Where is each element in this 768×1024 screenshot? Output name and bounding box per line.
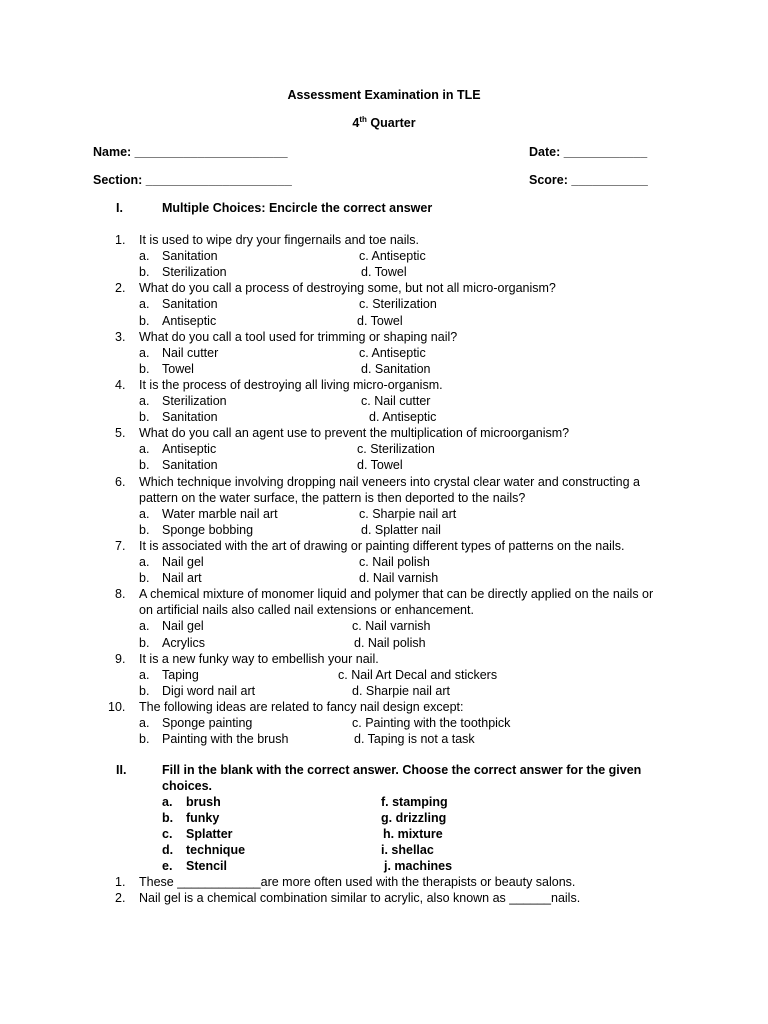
option-text: Nail cutter <box>162 345 219 360</box>
option-text: Nail gel <box>162 555 204 569</box>
choice-text: Stencil <box>186 859 227 874</box>
option-letter: b. <box>139 458 150 473</box>
option-text: c. Antiseptic <box>359 345 426 360</box>
option-text: Sponge painting <box>162 716 253 730</box>
part2-heading-line2: choices. <box>162 779 213 793</box>
section-field[interactable]: Section: _____________________ <box>93 173 292 187</box>
choice-text: funky <box>186 811 220 826</box>
option-text: Sanitation <box>162 458 218 473</box>
option-letter: a. <box>139 555 150 569</box>
question-number: 3. <box>115 329 126 344</box>
option-text: c. Sterilization <box>359 297 437 312</box>
option-text: d. Nail varnish <box>359 571 439 586</box>
option-letter: b. <box>139 522 150 537</box>
option-text: d. Nail polish <box>354 635 426 650</box>
option-text: d. Sharpie nail art <box>352 683 450 698</box>
question-text: The following ideas are related to fancy nail design except: <box>139 699 464 714</box>
option-text: Sanitation <box>162 297 218 312</box>
option-text: d. Towel <box>361 265 407 280</box>
option-letter: b. <box>139 571 150 586</box>
option-text: c. Nail cutter <box>361 394 431 408</box>
date-field[interactable]: Date: ____________ <box>529 145 648 159</box>
option-text: Sanitation <box>162 249 218 264</box>
option-letter: b. <box>139 361 150 376</box>
choice-letter: c. <box>162 827 173 842</box>
option-text: c. Sharpie nail art <box>359 506 457 521</box>
fill-item-text: Nail gel is a chemical combination similar to acrylic, also known as ______nails. <box>139 891 581 906</box>
score-field[interactable]: Score: ___________ <box>529 173 648 187</box>
option-text: c. Nail varnish <box>352 619 431 634</box>
option-text: Sanitation <box>162 410 218 425</box>
option-letter: a. <box>139 619 150 634</box>
quarter-suffix: th <box>359 114 367 124</box>
choice-letter: a. <box>162 795 173 809</box>
option-text: d. Towel <box>357 458 403 473</box>
option-text: Taping <box>162 667 199 682</box>
question-text: It is used to wipe dry your fingernails and toe nails. <box>139 233 420 247</box>
question-number: 6. <box>115 474 126 489</box>
question-number: 5. <box>115 426 126 441</box>
option-letter: b. <box>139 683 150 698</box>
question-number: 1. <box>115 233 126 247</box>
question-text: on artificial nails also called nail extensions or enhancement. <box>139 603 474 618</box>
choice-letter: e. <box>162 859 173 874</box>
option-text: d. Taping is not a task <box>354 732 475 747</box>
option-letter: b. <box>139 635 150 650</box>
option-letter: a. <box>139 667 150 682</box>
option-letter: b. <box>139 313 150 328</box>
option-text: c. Antiseptic <box>359 249 426 264</box>
option-text: d. Sanitation <box>361 361 431 376</box>
choice-text: brush <box>186 795 221 809</box>
question-number: 7. <box>115 538 126 553</box>
choice-text: h. mixture <box>383 827 443 842</box>
question-text: It is associated with the art of drawing or painting different types of patterns on the nails. <box>139 538 625 553</box>
question-text: pattern on the water surface, the pattern is then deported to the nails? <box>139 490 526 505</box>
option-text: c. Nail polish <box>359 555 430 569</box>
quarter-label <box>0 115 768 131</box>
choice-text: i. shellac <box>381 843 434 858</box>
choice-letter: b. <box>162 811 174 826</box>
part2-numeral: II. <box>116 763 127 777</box>
option-letter: a. <box>139 716 150 730</box>
option-text: Antiseptic <box>162 313 217 328</box>
option-letter: a. <box>139 506 150 521</box>
part1-numeral: I. <box>116 201 123 215</box>
option-text: d. Towel <box>357 313 403 328</box>
page-title: Assessment Examination in TLE <box>287 88 481 102</box>
option-letter: b. <box>139 265 150 280</box>
part2-heading-line1: Fill in the blank with the correct answer. Choose the correct answer for the given <box>162 763 642 777</box>
question-number: 2. <box>115 281 126 296</box>
option-letter: b. <box>139 732 150 747</box>
choice-text: Splatter <box>186 827 233 842</box>
fill-item-number: 1. <box>115 875 126 889</box>
question-text: What do you call a process of destroying some, but not all micro-organism? <box>139 281 556 296</box>
option-letter: a. <box>139 394 150 408</box>
question-text: What do you call an agent use to prevent the multiplication of microorganism? <box>139 426 570 441</box>
part1-heading: Multiple Choices: Encircle the correct answer <box>162 201 433 215</box>
question-text: It is the process of destroying all living micro-organism. <box>139 377 443 392</box>
option-text: c. Sterilization <box>357 442 435 457</box>
option-text: Nail gel <box>162 619 204 634</box>
option-text: Nail art <box>162 571 202 586</box>
option-text: Painting with the brush <box>162 732 289 747</box>
name-field[interactable]: Name: ______________________ <box>93 145 288 159</box>
question-text: It is a new funky way to embellish your nail. <box>139 651 379 666</box>
quarter-word: Quarter <box>370 116 416 130</box>
option-text: d. Antiseptic <box>369 410 437 425</box>
question-number: 10. <box>108 699 126 714</box>
option-text: Towel <box>162 361 194 376</box>
choice-text: g. drizzling <box>381 811 447 826</box>
choice-text: j. machines <box>384 859 453 874</box>
question-number: 8. <box>115 587 126 602</box>
option-letter: a. <box>139 345 150 360</box>
option-text: Antiseptic <box>162 442 217 457</box>
option-letter: a. <box>139 249 150 264</box>
option-text: Sterilization <box>162 394 227 408</box>
choice-text: f. stamping <box>381 795 448 809</box>
option-text: Acrylics <box>162 635 206 650</box>
quarter-number: 4 <box>352 116 360 130</box>
option-text: Sterilization <box>162 265 227 280</box>
option-text: d. Splatter nail <box>361 522 441 537</box>
question-text: Which technique involving dropping nail veneers into crystal clear water and constructing a <box>139 474 640 489</box>
option-text: Sponge bobbing <box>162 522 254 537</box>
question-text: What do you call a tool used for trimming or shaping nail? <box>139 329 458 344</box>
question-text: A chemical mixture of monomer liquid and polymer that can be directly applied on the nails or <box>139 587 654 602</box>
option-text: c. Nail Art Decal and stickers <box>338 667 498 682</box>
fill-item-number: 2. <box>115 891 126 906</box>
fill-item-text: These ____________are more often used with the therapists or beauty salons. <box>139 875 576 889</box>
option-letter: a. <box>139 442 150 457</box>
choice-text: technique <box>186 843 246 858</box>
question-number: 4. <box>115 377 126 392</box>
option-letter: b. <box>139 410 150 425</box>
option-text: Water marble nail art <box>162 506 278 521</box>
option-letter: a. <box>139 297 150 312</box>
option-text: c. Painting with the toothpick <box>352 716 511 730</box>
option-text: Digi word nail art <box>162 683 256 698</box>
question-number: 9. <box>115 651 126 666</box>
choice-letter: d. <box>162 843 174 858</box>
